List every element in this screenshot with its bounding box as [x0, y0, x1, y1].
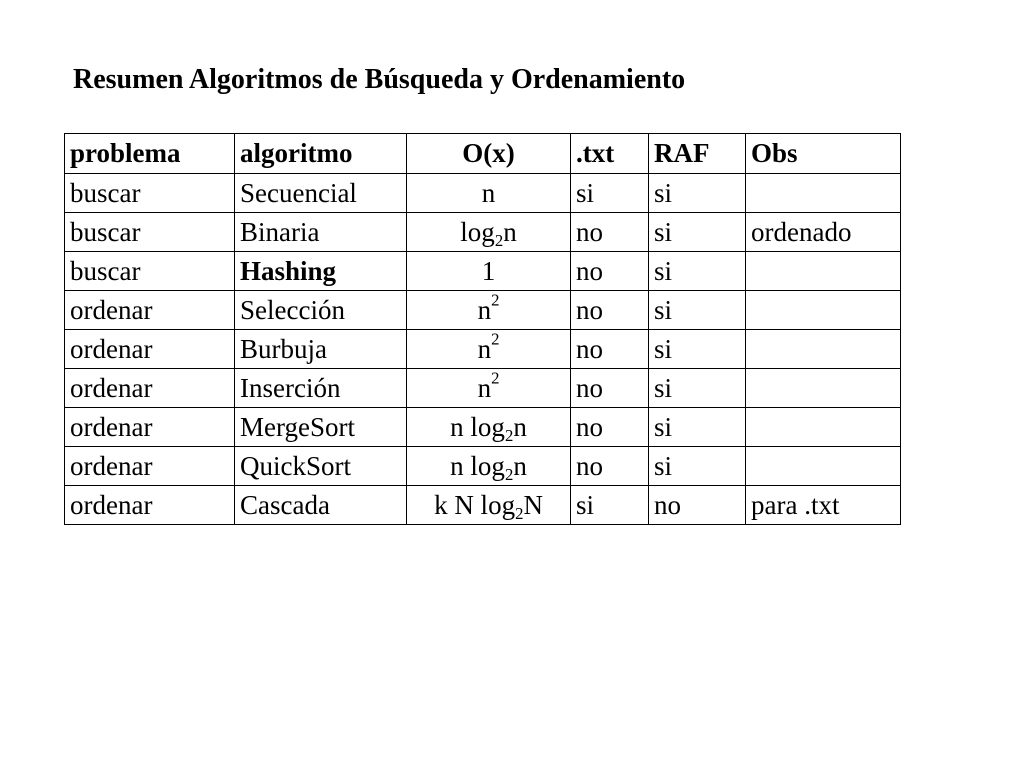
cell-complexity	[407, 408, 571, 447]
cell-problema: buscar	[65, 213, 235, 252]
table-body	[65, 174, 901, 525]
cell-obs: ordenado	[746, 213, 901, 252]
complexity-subscript: 2	[494, 230, 504, 250]
complexity-base: 1	[481, 255, 496, 286]
complexity-base: n	[481, 177, 496, 208]
table-row	[65, 447, 901, 486]
complexity-base: log	[460, 216, 495, 247]
cell-obs	[746, 369, 901, 408]
complexity-exponent: 2	[491, 290, 500, 310]
table-row	[65, 486, 901, 525]
cell-obs	[746, 408, 901, 447]
header-problema: problema	[65, 134, 235, 174]
cell-problema: ordenar	[65, 408, 235, 447]
cell-txt: no	[571, 447, 649, 486]
complexity-subscript: 2	[515, 503, 524, 523]
cell-complexity	[407, 486, 571, 525]
cell-algoritmo: QuickSort	[235, 447, 407, 486]
table-row	[65, 408, 901, 447]
cell-problema: ordenar	[65, 486, 235, 525]
cell-txt: si	[571, 174, 649, 213]
header-algoritmo: algoritmo	[235, 134, 407, 174]
cell-raf: si	[649, 408, 746, 447]
cell-raf: si	[649, 447, 746, 486]
cell-algoritmo: Inserción	[235, 369, 407, 408]
cell-raf: si	[649, 252, 746, 291]
complexity-subscript: 2	[504, 464, 514, 484]
header-complexity: O(x)	[407, 134, 571, 174]
cell-complexity	[407, 330, 571, 369]
cell-algoritmo: Burbuja	[235, 330, 407, 369]
table-header-row	[65, 134, 901, 174]
header-raf: RAF	[649, 134, 746, 174]
cell-complexity	[407, 369, 571, 408]
cell-obs	[746, 330, 901, 369]
table-row	[65, 330, 901, 369]
cell-obs	[746, 447, 901, 486]
cell-algoritmo: Cascada	[235, 486, 407, 525]
cell-raf: si	[649, 291, 746, 330]
cell-raf: si	[649, 330, 746, 369]
cell-obs	[746, 252, 901, 291]
complexity-base: n	[477, 333, 492, 364]
header-obs: Obs	[746, 134, 901, 174]
cell-problema: ordenar	[65, 369, 235, 408]
table-row	[65, 174, 901, 213]
cell-raf: si	[649, 174, 746, 213]
complexity-tail: N	[523, 489, 543, 520]
cell-raf: si	[649, 369, 746, 408]
complexity-subscript: 2	[504, 425, 514, 445]
table-row	[65, 252, 901, 291]
cell-txt: no	[571, 252, 649, 291]
complexity-tail: n	[513, 411, 527, 442]
cell-obs: para .txt	[746, 486, 901, 525]
complexity-base: n log	[450, 411, 505, 442]
cell-txt: no	[571, 369, 649, 408]
cell-problema: buscar	[65, 252, 235, 291]
cell-problema: ordenar	[65, 330, 235, 369]
cell-complexity	[407, 447, 571, 486]
complexity-base: n log	[450, 450, 505, 481]
complexity-base: n	[477, 372, 492, 403]
complexity-exponent: 2	[491, 368, 500, 388]
table-row	[65, 291, 901, 330]
header-txt: .txt	[571, 134, 649, 174]
cell-complexity	[407, 174, 571, 213]
cell-problema: ordenar	[65, 447, 235, 486]
complexity-exponent: 2	[491, 329, 500, 349]
cell-algoritmo: Secuencial	[235, 174, 407, 213]
cell-problema: ordenar	[65, 291, 235, 330]
cell-txt: no	[571, 330, 649, 369]
cell-algoritmo: MergeSort	[235, 408, 407, 447]
cell-obs	[746, 174, 901, 213]
page-title: Resumen Algoritmos de Búsqueda y Ordenamiento	[73, 64, 686, 95]
complexity-base: k N log	[434, 489, 516, 520]
cell-obs	[746, 291, 901, 330]
algorithms-summary-table	[64, 133, 901, 525]
complexity-tail: n	[513, 450, 527, 481]
cell-txt: si	[571, 486, 649, 525]
table-row	[65, 213, 901, 252]
cell-raf: si	[649, 213, 746, 252]
cell-complexity	[407, 252, 571, 291]
complexity-base: n	[477, 294, 492, 325]
cell-txt: no	[571, 291, 649, 330]
cell-txt: no	[571, 213, 649, 252]
cell-complexity	[407, 213, 571, 252]
cell-problema: buscar	[65, 174, 235, 213]
table-row	[65, 369, 901, 408]
cell-raf: no	[649, 486, 746, 525]
cell-algoritmo: Hashing	[235, 252, 407, 291]
cell-txt: no	[571, 408, 649, 447]
complexity-tail: n	[503, 216, 517, 247]
cell-complexity	[407, 291, 571, 330]
cell-algoritmo: Binaria	[235, 213, 407, 252]
cell-algoritmo: Selección	[235, 291, 407, 330]
